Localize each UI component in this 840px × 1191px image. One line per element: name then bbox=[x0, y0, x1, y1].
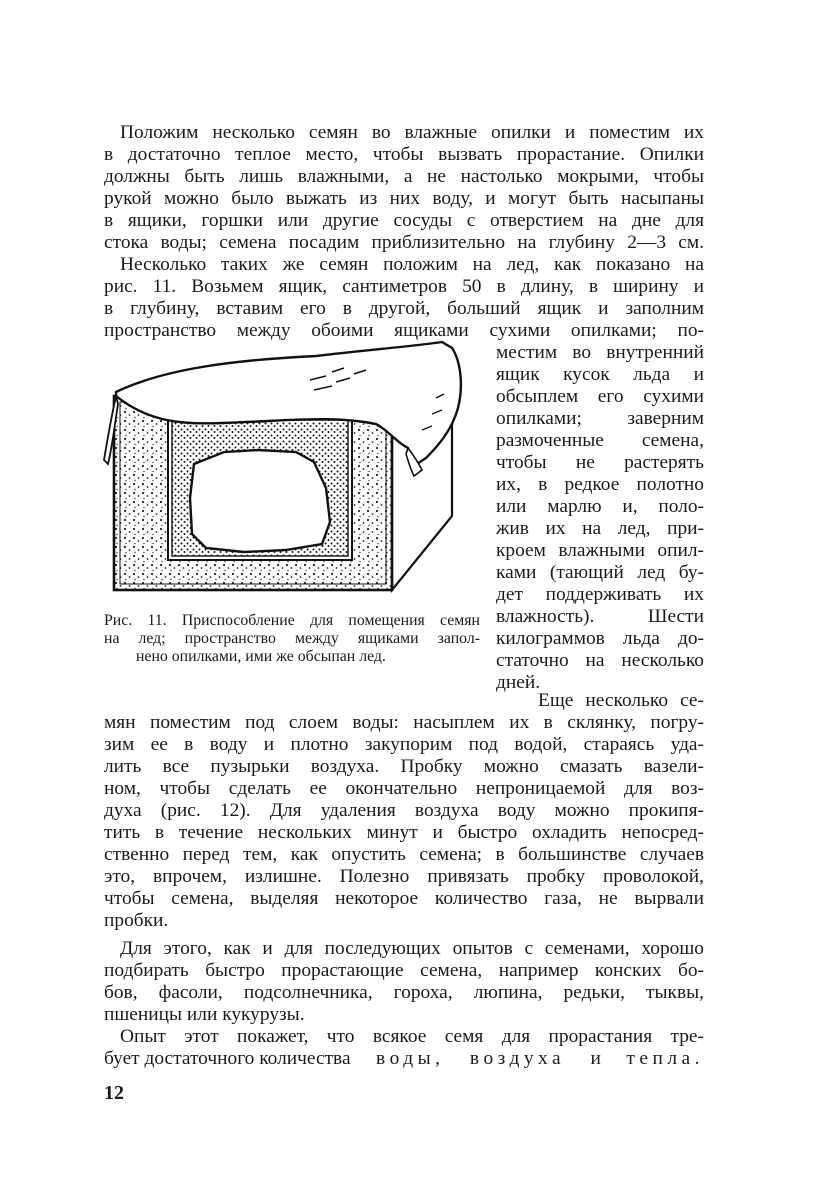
text-line: рис. 11. Возьмем ящик, сантиметров 50 в длину, в ширину и bbox=[104, 276, 704, 297]
text-line: чтобы семена, выделяя некоторое количество газа, не вырвали bbox=[104, 888, 704, 909]
text-line: влажность). Шести bbox=[496, 606, 704, 627]
figure-caption-line: нено опилками, ими же обсыпан лед. bbox=[136, 648, 386, 665]
text-line: опилками; заверним bbox=[496, 408, 704, 429]
text-line: в глубину, вставим его в другой, больший ящик и заполним bbox=[104, 298, 704, 319]
text-line: пшеницы или кукурузы. bbox=[104, 1004, 305, 1025]
text-line: обсыплем его сухими bbox=[496, 386, 704, 407]
text-line: стока воды; семена посадим приблизительно на глубину 2—3 см. bbox=[104, 232, 704, 253]
text-line: Положим несколько семян во влажные опилки и поместим их bbox=[120, 122, 704, 143]
text-line: дней. bbox=[496, 672, 541, 693]
text-line: должны быть лишь влажными, а не настолько мокрыми, чтобы bbox=[104, 166, 704, 187]
text-line: жив их на лед, при- bbox=[496, 518, 704, 539]
figure-caption-line: Рис. 11. Приспособление для помещения семян bbox=[104, 612, 480, 629]
text-line: в достаточно теплое место, чтобы вызвать прорастание. Опилки bbox=[104, 144, 704, 165]
text-span: бует достаточного количества bbox=[104, 1048, 351, 1069]
text-line: подбирать быстро прорастающие семена, например конских бо- bbox=[104, 960, 704, 981]
text-line: их, в редкое полотно bbox=[496, 474, 704, 495]
text-line: кроем влажными опил- bbox=[496, 540, 704, 561]
text-line: местим во внутренний bbox=[496, 342, 704, 363]
emphasis-water: воды, bbox=[376, 1048, 445, 1069]
text-line: лить все пузырьки воздуха. Пробку можно смазать вазели- bbox=[104, 756, 704, 777]
text-line-emphasis bbox=[104, 1048, 704, 1070]
text-line: дет поддерживать их bbox=[496, 584, 704, 605]
text-line: чтобы не растерять bbox=[496, 452, 704, 473]
text-line: в ящики, горшки или другие сосуды с отверстием на дне для bbox=[104, 210, 704, 231]
text-line: тить в течение нескольких минут и быстро охладить непосред- bbox=[104, 822, 704, 843]
text-line: зим ее в воду и плотно закупорим под водой, стараясь уда- bbox=[104, 734, 704, 755]
figure-caption-line: на лед; пространство между ящиками запол- bbox=[104, 630, 480, 647]
text-line: пространство между обоими ящиками сухими опилками; по- bbox=[104, 320, 704, 341]
text-span: и bbox=[590, 1048, 601, 1069]
text-line: рукой можно было выжать из них воду, и могут быть насыпаны bbox=[104, 188, 704, 209]
text-line: ственно перед тем, как опустить семена; в большинстве случаев bbox=[104, 844, 704, 865]
ice-block bbox=[190, 450, 330, 552]
text-line: Опыт этот покажет, что всякое семя для прорастания тре- bbox=[120, 1026, 704, 1047]
text-line: духа (рис. 12). Для удаления воздуха воду можно прокипя- bbox=[104, 800, 704, 821]
text-line: Несколько таких же семян положим на лед, как показано на bbox=[120, 254, 704, 275]
text-line: пробки. bbox=[104, 910, 169, 931]
text-line: или марлю и, поло- bbox=[496, 496, 704, 517]
text-line: Еще несколько се- bbox=[538, 690, 704, 711]
emphasis-warmth: тепла. bbox=[626, 1048, 704, 1069]
text-line: ками (тающий лед бу- bbox=[496, 562, 704, 583]
text-line: статочно на несколько bbox=[496, 650, 704, 671]
page-number: 12 bbox=[104, 1082, 124, 1104]
text-line: ящик кусок льда и bbox=[496, 364, 704, 385]
text-line: Для этого, как и для последующих опытов с семенами, хорошо bbox=[120, 938, 704, 959]
text-line: это, впрочем, излишне. Полезно привязать пробку проволокой, bbox=[104, 866, 704, 887]
emphasis-air: воздуха bbox=[469, 1048, 566, 1069]
text-line: мян поместим под слоем воды: насыплем их в склянку, погру- bbox=[104, 712, 704, 733]
figure-box-with-ice bbox=[96, 338, 480, 610]
text-line: бов, фасоли, подсолнечника, гороха, люпина, редьки, тыквы, bbox=[104, 982, 704, 1003]
text-line: размоченные семена, bbox=[496, 430, 704, 451]
text-line: килограммов льда до- bbox=[496, 628, 704, 649]
text-line: ном, чтобы сделать ее окончательно непроницаемой для воз- bbox=[104, 778, 704, 799]
